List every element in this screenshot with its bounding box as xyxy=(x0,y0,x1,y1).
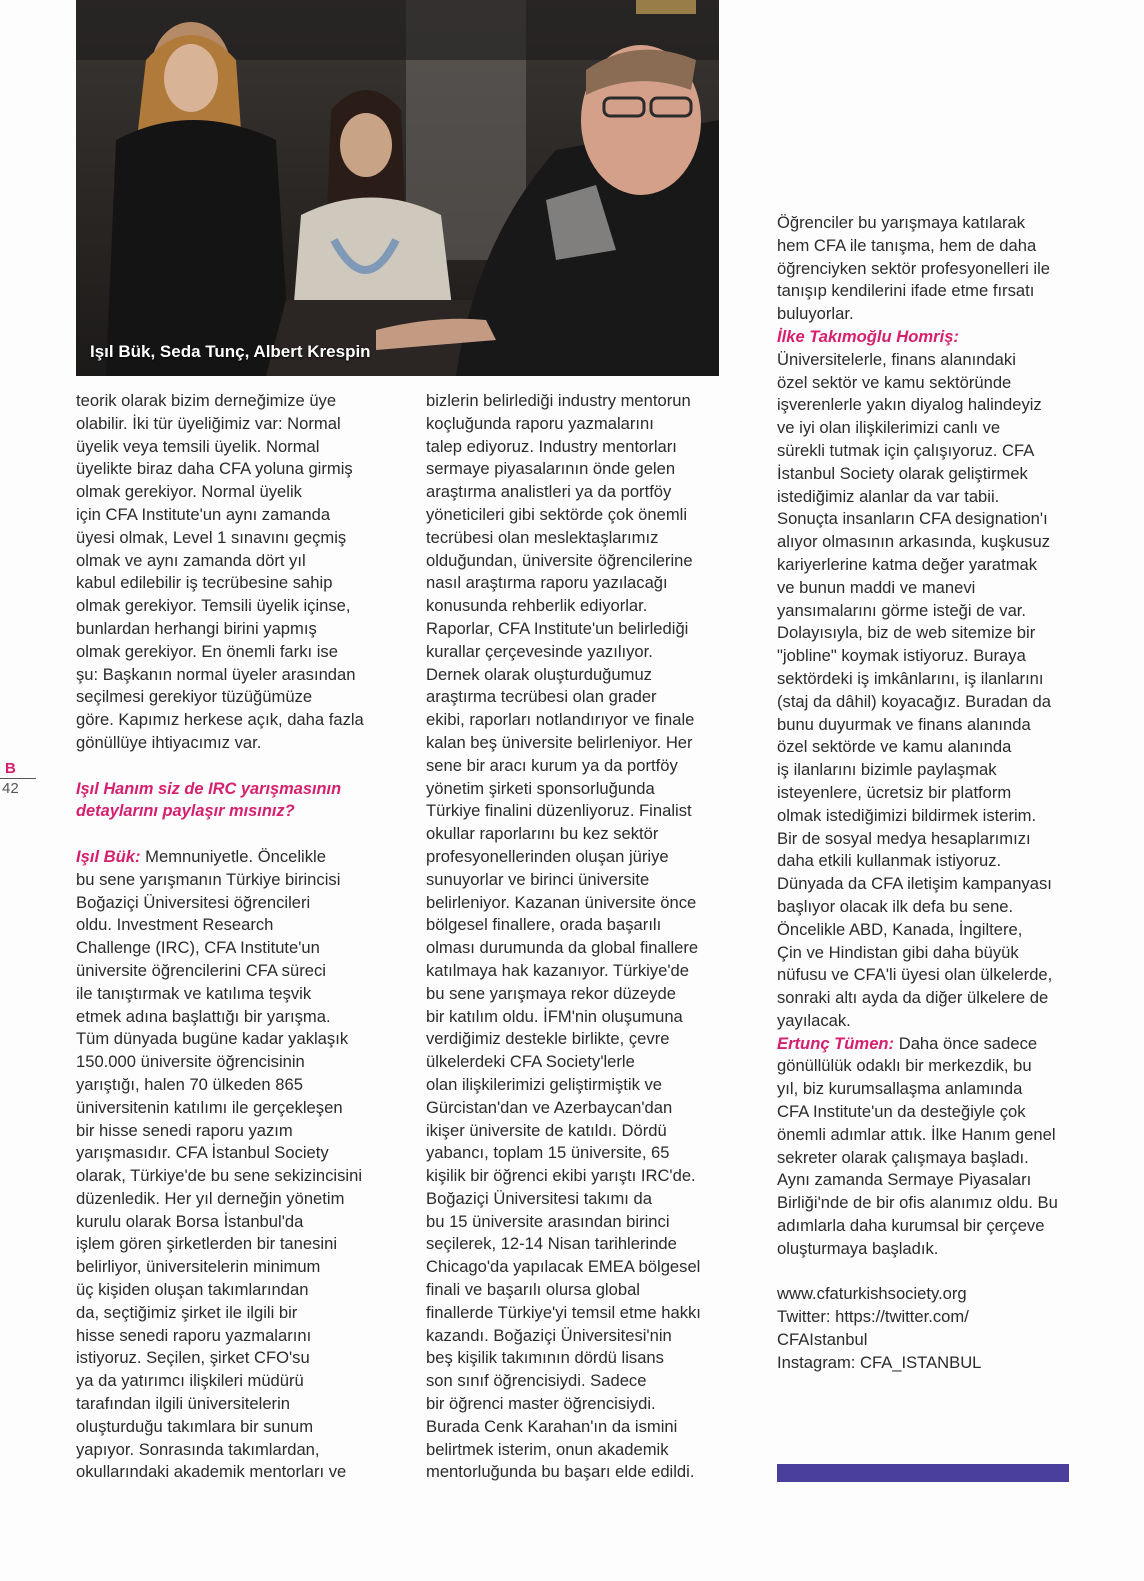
col2-line: Türkiye finalini düzenliyoruz. Finalist xyxy=(426,801,692,821)
col1-line: göre. Kapımız herkese açık, daha fazla xyxy=(76,710,364,730)
col3-line: istediğimiz alanlar da var tabii. xyxy=(777,486,1000,506)
col3-line: daha etkili kullanmak istiyoruz. xyxy=(777,851,1002,871)
col2-line: finallerde Türkiye'yi temsil etme hakkı xyxy=(426,1302,701,1322)
col1-answer-line: belirliyor, üniversitelerin minimum xyxy=(76,1257,321,1277)
col2-line: olması durumunda da global finallere xyxy=(426,938,699,958)
col3-line: Çin ve Hindistan gibi daha büyük xyxy=(777,942,1019,962)
col2-line: olan ilişkilerimizi geliştirmiştik ve xyxy=(426,1074,663,1094)
col1-answer-line: tarafından ilgili üniversitelerin xyxy=(76,1394,290,1414)
col3-line: Öncelikle ABD, Kanada, İngiltere, xyxy=(777,919,1023,939)
col1-line: olmak gerekiyor. Temsili üyelik içinse, xyxy=(76,596,351,616)
col2-line: okullar raporlarını bu kez sektör xyxy=(426,824,659,844)
col2-line: kazandı. Boğaziçi Üniversitesi'nin xyxy=(426,1325,672,1345)
col3-line: yayılacak. xyxy=(777,1010,851,1030)
col1-line: olmak ve aynı zamanda dört yıl xyxy=(76,550,306,570)
col1-line: olmak gerekiyor. En önemli farkı ise xyxy=(76,641,338,661)
col1-line: için CFA Institute'un aynı zamanda xyxy=(76,504,331,524)
col2-line: beş kişilik takımının dördü lisans xyxy=(426,1348,664,1368)
col2-line: kalan beş üniversite belirleniyor. Her xyxy=(426,732,693,752)
col2-line: ikişer üniversite de katıldı. Dördü xyxy=(426,1120,667,1140)
col3-line: adımlarla daha kurumsal bir çerçeve xyxy=(777,1216,1045,1236)
col1-line: teorik olarak bizim derneğimize üye xyxy=(76,391,337,410)
col2-line: sermaye piyasalarının önde gelen xyxy=(426,459,676,479)
col3-line: alıyor olmasının arkasında, kuşkusuz xyxy=(777,532,1051,552)
article-column-1 xyxy=(76,390,376,1484)
col2-line: kişilik bir öğrenci ekibi yarıştı IRC'de. xyxy=(426,1166,696,1186)
page-number: 42 xyxy=(2,780,19,797)
col3-line: özel sektör ve kamu sektöründe xyxy=(777,372,1012,392)
col1-answer-line: işlem gören şirketlerden bir tanesini xyxy=(76,1234,338,1254)
col3-line: İstanbul Society olarak geliştirmek xyxy=(777,463,1028,483)
twitter-link[interactable]: Twitter: https://twitter.com/ xyxy=(777,1307,969,1327)
col1-answer-line: olarak, Türkiye'de bu sene sekizincisini xyxy=(76,1166,363,1186)
col3-line: nüfusu ve CFA'li üyesi olan ülkelerde, xyxy=(777,965,1053,985)
col1-answer-line: bir hisse senedi raporu yazım xyxy=(76,1120,293,1140)
col3-line: önemli adımlar attık. İlke Hanım genel xyxy=(777,1124,1056,1144)
col3-line: sürekli tutmak için çalışıyoruz. CFA xyxy=(777,440,1035,460)
col2-line: bu sene yarışmaya rekor düzeyde xyxy=(426,983,676,1003)
col3-line: sonraki altı ayda da diğer ülkelere de xyxy=(777,988,1049,1008)
col3-line: Dolayısıyla, biz de web sitemize bir xyxy=(777,623,1036,643)
col2-line: verdiğimiz destekle birlikte, çevre xyxy=(426,1029,670,1049)
col1-line: olabilir. İki tür üyeliğimiz var: Normal xyxy=(76,413,341,433)
answer-text: Memnuniyetle. Öncelikle xyxy=(145,846,326,866)
col3-line: sekreter olarak çalışmaya başladı. xyxy=(777,1147,1029,1167)
article-column-3 xyxy=(777,212,1077,1375)
col2-line: bir katılım oldu. İFM'nin oluşumuna xyxy=(426,1006,683,1026)
col1-answer-line: 150.000 üniversite öğrencisinin xyxy=(76,1052,305,1072)
col2-line: olduğundan, üniversite öğrencilerine xyxy=(426,550,693,570)
photo-caption: Işıl Bük, Seda Tunç, Albert Krespin xyxy=(90,342,371,361)
col1-line: kabul edilebilir iş tecrübesine sahip xyxy=(76,573,333,593)
col1-answer-line: üç kişiden oluşan takımlarından xyxy=(76,1280,309,1300)
col3-line: Bir de sosyal medya hesaplarımızı xyxy=(777,828,1031,848)
col3-line: Aynı zamanda Sermaye Piyasaları xyxy=(777,1170,1032,1190)
col3-line: hem CFA ile tanışma, hem de daha xyxy=(777,235,1037,255)
col1-answer-line: Boğaziçi Üniversitesi öğrencileri xyxy=(76,892,311,912)
col2-line: yönetim şirketi sponsorluğunda xyxy=(426,778,655,798)
col3-line: başlıyor olacak ilk defa bu sene. xyxy=(777,896,1014,916)
col3-line: Dünyada da CFA iletişim kampanyası xyxy=(777,874,1052,894)
col2-line: finali ve başarılı olursa global xyxy=(426,1280,640,1300)
col1-line: bunlardan herhangi birini yapmış xyxy=(76,618,317,638)
col2-line: bölgesel finallere, orada başarılı xyxy=(426,915,662,935)
col1-answer-line: düzenledik. Her yıl derneğin yönetim xyxy=(76,1188,345,1208)
col1-answer-line: yapıyor. Sonrasında takımlardan, xyxy=(76,1439,320,1459)
photo-illustration xyxy=(76,0,719,376)
answer-first-line xyxy=(76,846,376,869)
col1-answer-line: hisse senedi raporu yazmalarını xyxy=(76,1325,312,1345)
speaker-name: Işıl Bük: xyxy=(76,846,141,866)
col2-line: mentorluğunda bu başarı elde edildi. xyxy=(426,1462,695,1482)
col2-line: konusunda rehberlik ediyorlar. xyxy=(426,596,648,616)
col1-answer-line: bu sene yarışmanın Türkiye birincisi xyxy=(76,869,341,889)
col3-line: Birliği'nde de bir ofis alanımız oldu. Bu xyxy=(777,1193,1058,1213)
col2-line: katılmaya hak kazanıyor. Türkiye'de xyxy=(426,960,689,980)
col2-line: sunuyorlar ve birinci üniversite xyxy=(426,869,650,889)
col2-line: ülkelerdeki CFA Society'lerle xyxy=(426,1052,635,1072)
col2-line: belirtmek isterim, onun akademik xyxy=(426,1439,669,1459)
col2-line: araştırma analistleri ya da portföy xyxy=(426,482,672,502)
col3-line: kariyerlerine katma değer yaratmak xyxy=(777,554,1038,574)
col2-line: ekibi, raporları notlandırıyor ve finale xyxy=(426,710,695,730)
col2-line: son sınıf öğrencisiydi. Sadece xyxy=(426,1371,647,1391)
col1-line: üyelik veya temsili üyelik. Normal xyxy=(76,436,320,456)
page-section-letter: B xyxy=(5,760,16,777)
col2-line: sene bir aracı kurum ya da portföy xyxy=(426,755,678,775)
website-link[interactable]: www.cfaturkishsociety.org xyxy=(777,1284,967,1304)
col2-line: tecrübesi olan meslektaşlarımız xyxy=(426,527,659,547)
col3-line: işverenlerle yakın diyalog halindeyiz xyxy=(777,395,1042,415)
col3-line: bunu duyurmak ve finans alanında xyxy=(777,714,1031,734)
page-marker-rule xyxy=(0,778,36,779)
col3-line: oluşturmaya başladık. xyxy=(777,1238,939,1258)
answer-text: Daha önce sadece xyxy=(898,1033,1038,1053)
col2-line: belirleniyor. Kazanan üniversite önce xyxy=(426,892,697,912)
col3-line: buluyorlar. xyxy=(777,304,854,324)
col3-line: sektördeki iş imkânlarını, iş ilanlarını xyxy=(777,668,1044,688)
col2-line: kurallar çerçevesinde yazılıyor. xyxy=(426,641,653,661)
col1-line: şu: Başkanın normal üyeler arasından xyxy=(76,664,356,684)
col1-answer-line: oluşturduğu takımlara bir sunum xyxy=(76,1416,314,1436)
col3-line: gönüllülük odaklı bir merkezdik, bu xyxy=(777,1056,1032,1076)
col2-line: Raporlar, CFA Institute'un belirlediği xyxy=(426,618,689,638)
col2-line: bu 15 üniversite arasından birinci xyxy=(426,1211,670,1231)
col3-line: yıl, biz kurumsallaşma anlamında xyxy=(777,1079,1023,1099)
col1-answer-line: oldu. Investment Research xyxy=(76,915,274,935)
col2-line: Boğaziçi Üniversitesi takımı da xyxy=(426,1188,652,1208)
col3-line: isteyenlere, ücretsiz bir platform xyxy=(777,782,1012,802)
interview-question: detaylarını paylaşır mısınız? xyxy=(76,802,295,821)
col1-answer-line: okullarındaki akademik mentorları ve xyxy=(76,1462,347,1482)
col1-answer-line: da, seçtiğimiz şirket ile ilgili bir xyxy=(76,1302,298,1322)
col3-line: "jobline" koymak istiyoruz. Buraya xyxy=(777,646,1026,666)
col3-line: Üniversitelerle, finans alanındaki xyxy=(777,349,1016,369)
speaker-name: Ertunç Tümen: xyxy=(777,1033,895,1053)
interview-photo xyxy=(76,0,719,376)
col3-line: iş ilanlarını bizimle paylaşmak xyxy=(777,760,997,780)
col3-line: ve bunun maddi ve manevi xyxy=(777,577,976,597)
col2-line: Chicago'da yapılacak EMEA bölgesel xyxy=(426,1257,701,1277)
col1-answer-line: Challenge (IRC), CFA Institute'un xyxy=(76,938,320,958)
col3-line: Öğrenciler bu yarışmaya katılarak xyxy=(777,213,1026,232)
col2-line: profesyonellerinden oluşan jüriye xyxy=(426,846,669,866)
col1-line: olmak gerekiyor. Normal üyelik xyxy=(76,482,302,502)
col1-answer-line: ya da yatırımcı ilişkileri müdürü xyxy=(76,1371,304,1391)
decorative-color-bar xyxy=(777,1464,1069,1482)
col2-line: yabancı, toplam 15 üniversite, 65 xyxy=(426,1143,670,1163)
col3-line: CFA Institute'un da desteğiyle çok xyxy=(777,1102,1026,1122)
article-column-2 xyxy=(426,390,726,1484)
col1-answer-line: yarıştığı, halen 70 ülkeden 865 xyxy=(76,1074,303,1094)
col2-line: bizlerin belirlediği industry mentorun xyxy=(426,391,691,410)
col1-answer-line: Tüm dünyada bugüne kadar yaklaşık xyxy=(76,1029,349,1049)
col1-line: üyelikte biraz daha CFA yoluna girmiş xyxy=(76,459,353,479)
col3-line: ve iyi olan ilişkilerimizi canlı ve xyxy=(777,418,1001,438)
col3-line: Sonuçta insanların CFA designation'ı xyxy=(777,509,1048,529)
col3-line: yansımalarını görme isteği de var. xyxy=(777,600,1027,620)
col3-line: olmak istediğimizi bildirmek isterim. xyxy=(777,805,1037,825)
col3-line: öğrenciyken sektör profesyonelleri ile xyxy=(777,258,1051,278)
col3-line: (staj da dâhil) koyacağız. Buradan da xyxy=(777,691,1051,711)
col1-answer-line: üniversitenin katılımı ile gerçekleşen xyxy=(76,1097,343,1117)
col2-line: araştırma tecrübesi olan grader xyxy=(426,687,657,707)
col1-answer-line: yarışmasıdır. CFA İstanbul Society xyxy=(76,1143,329,1163)
col2-line: seçilerek, 12-14 Nisan tarihlerinde xyxy=(426,1234,677,1254)
col1-line: seçilmesi gerekiyor tüzüğümüze xyxy=(76,687,313,707)
col2-line: talep ediyoruz. Industry mentorları xyxy=(426,436,677,456)
col3-line: tanışıp kendilerini ifade etme fırsatı xyxy=(777,281,1035,301)
col2-line: Burada Cenk Karahan'ın da ismini xyxy=(426,1416,678,1436)
col1-answer-line: ile tanıştırmak ve katılıma teşvik xyxy=(76,983,312,1003)
speaker-name: İlke Takımoğlu Homriş: xyxy=(777,326,959,346)
col1-answer-line: üniversite öğrencilerini CFA süreci xyxy=(76,960,326,980)
col1-line: gönüllüye ihtiyacımız var. xyxy=(76,732,262,752)
col1-answer-line: kurulu olarak Borsa İstanbul'da xyxy=(76,1211,304,1231)
col2-line: Dernek olarak oluşturduğumuz xyxy=(426,664,652,684)
col1-answer-line: istiyoruz. Seçilen, şirket CFO'su xyxy=(76,1348,310,1368)
instagram-handle[interactable]: Instagram: CFA_ISTANBUL xyxy=(777,1352,982,1372)
col2-line: bir öğrenci master öğrencisiydi. xyxy=(426,1394,656,1414)
col2-line: koçluğunda raporu yazmalarını xyxy=(426,413,654,433)
col2-line: Gürcistan'dan ve Azerbaycan'dan xyxy=(426,1097,673,1117)
speaker3-first-line xyxy=(777,1033,1077,1056)
twitter-handle[interactable]: CFAIstanbul xyxy=(777,1330,868,1350)
col1-line: üyesi olmak, Level 1 sınavını geçmiş xyxy=(76,527,347,547)
col2-line: nasıl araştırma raporu yazılacağı xyxy=(426,573,668,593)
interview-question: Işıl Hanım siz de IRC yarışmasının xyxy=(76,779,342,798)
col2-line: yöneticileri gibi sektörde çok önemli xyxy=(426,504,688,524)
col1-answer-line: etmek adına başlattığı bir yarışma. xyxy=(76,1006,331,1026)
col3-line: özel sektörde ve kamu alanında xyxy=(777,737,1012,757)
